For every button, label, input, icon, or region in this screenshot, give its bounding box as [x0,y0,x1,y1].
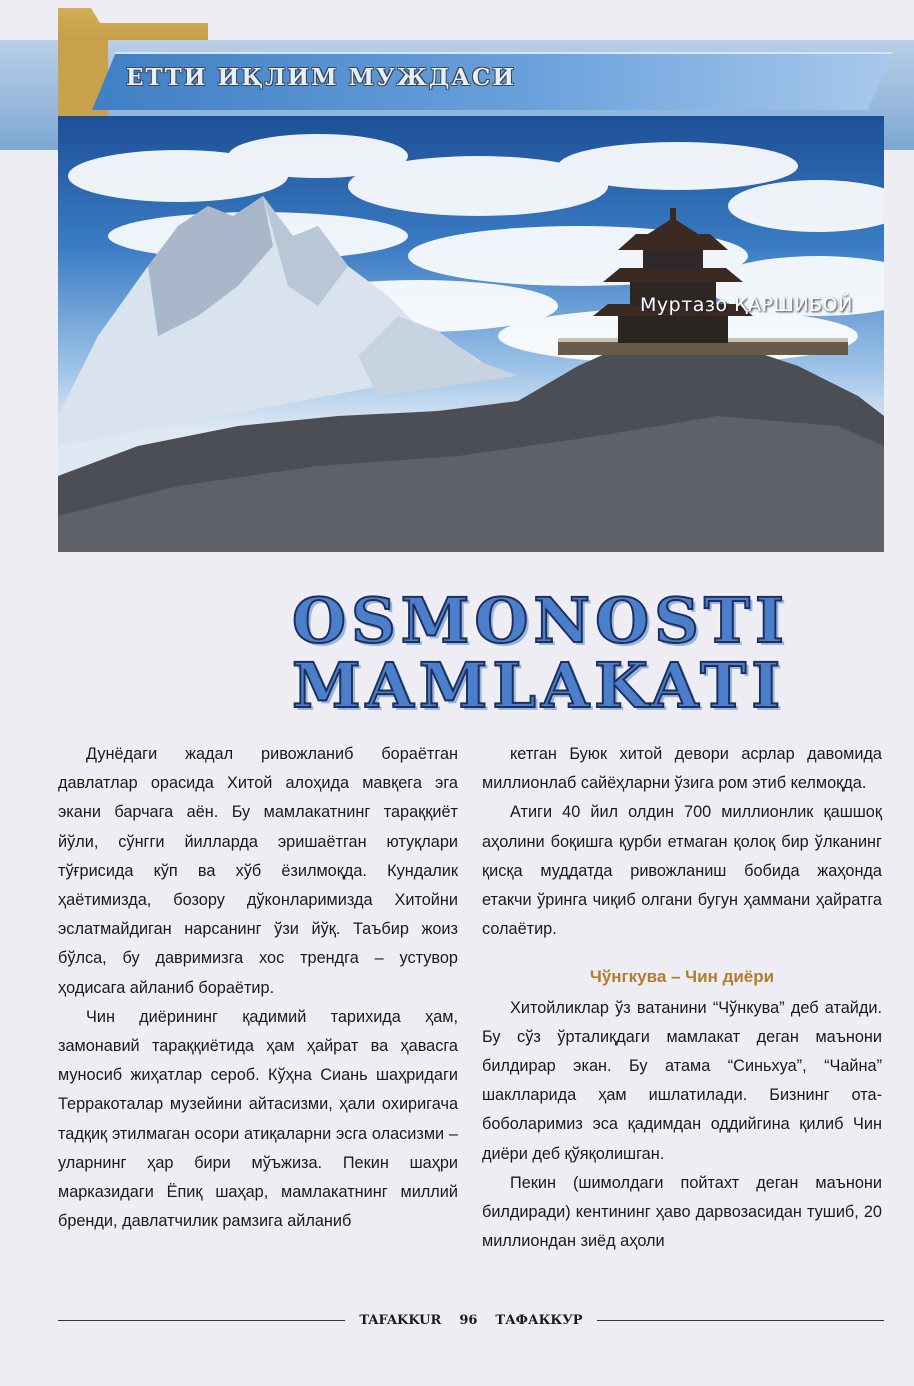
paragraph: кетган Буюк хитой девори асрлар давомида миллионлаб сайёҳларни ўзига ром этиб келмоқда. [482,745,882,793]
article-title-line2: MAMLAKATI [292,649,786,722]
author-name: Муртазо ҚАРШИБОЙ [640,294,853,316]
page-footer [58,1310,884,1330]
section-title: ЕТТИ ИҚЛИМ МУЖДАСИ [126,64,517,91]
subheading: Чўнгкува – Чин диёри [589,967,775,987]
paragraph: Дунёдаги жадал ривожланиб бораётган давлатлар орасида Хитой алоҳида мавқега эга экани барчага аён. Бу мамлакатнинг тараққиёт йўли, сўнгги йилларда эришаётган ютуқлари тўғрисида кўп ва хўб ёзилмоқда. Кундалик ҳаётимизда, бозору дўконларимизда Хитойни эслатмайдиган нарсанинг ўзи йўқ. Таъбир жоиз бўлса, бу давримизга хос трендга – устувор ҳодисага айланиб бораётир. [58,745,458,997]
footer-magazine-latin: TAFAKKUR [359,1312,442,1328]
footer-rule [597,1320,884,1321]
paragraph: Пекин (шимолдаги пойтахт деган маънони билдиради) кентининг ҳаво дарвозасидан тушиб, 20 миллиондан зиёд аҳоли [482,1173,882,1251]
text-column-right [482,740,882,1256]
article-title-line1: OSMONOSTI [292,584,790,657]
paragraph: Чин диёрининг қадимий тарихида ҳам, замонавий тараққиётида ҳам ҳайрат ва ҳавасга муносиб жиҳатлар сероб. Кўҳна Сиань шаҳридаги Терракоталар музейини айтасизми, ҳали охиригача тадқиқ этилмаган осори атиқаларни эсга оласизми – уларнинг ҳар бири мўъжиза. Пекин шаҳри марказидаги Ёпиқ шаҳар, мамлакатнинг миллий бренди, давлатчилик рамзига айланиб [58,1007,458,1231]
paragraph: Атиги 40 йил олдин 700 миллионлик қашшоқ аҳолини боқишга қурби етмаган қолоқ бир ўлканинг қисқа муддатда ривожланиш бобида жаҳонда етакчи ўринга чиқиб олгани бугун ҳаммани ҳайратга солаётир. [482,803,882,939]
page-number: 96 [459,1312,478,1328]
mountain-temple-illustration [58,116,884,552]
paragraph: Хитойликлар ўз ватанини “Чўнкува” деб атайди. Бу сўз ўрталиқдаги мамлакат деган маънони билдирар экан. Бу атама “Синьхуа”, “Чайна” шаклларида ҳам ишлатилади. Бизнинг ота-боболаримиз эса қадимдан оддийгина қилиб Чин диёри деб қўяқолишган. [482,998,882,1163]
footer-rule [58,1320,345,1321]
hero-illustration [58,116,884,552]
footer-magazine-cyrillic: ТАФАККУР [495,1312,583,1328]
text-column-left [58,740,458,1236]
